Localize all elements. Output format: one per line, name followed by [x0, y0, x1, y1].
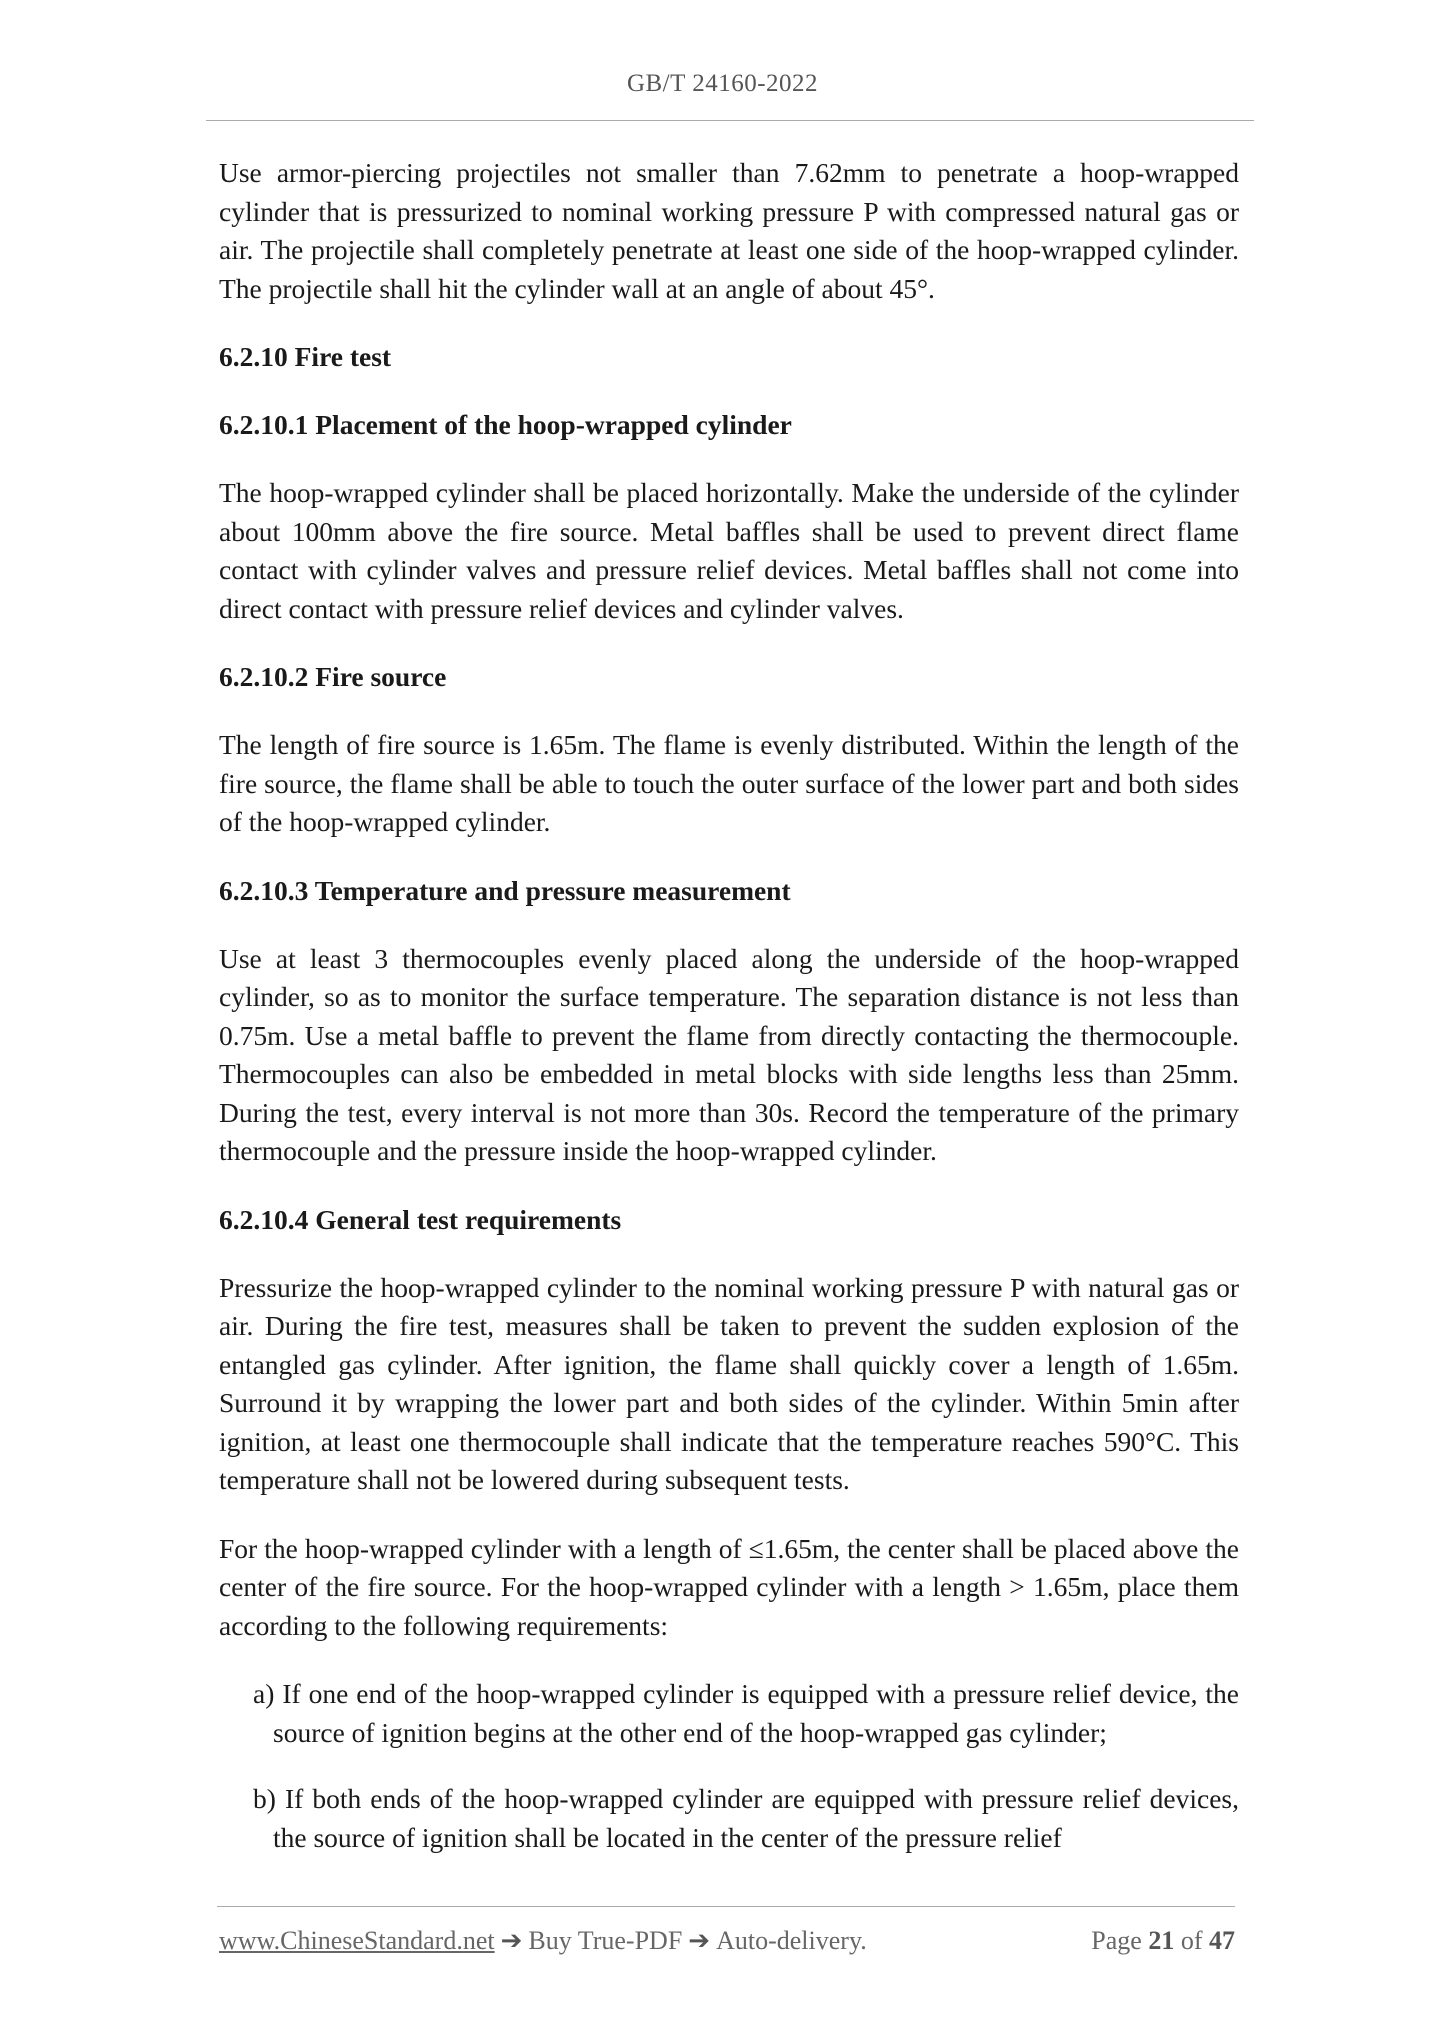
- page-footer: [219, 1926, 1235, 1966]
- list-item-b: b) If both ends of the hoop-wrapped cylinder are equipped with pressure relief devices, the source of ignition shall be located in the center of the pressure relief: [253, 1783, 1239, 1853]
- page-total: 47: [1209, 1926, 1235, 1955]
- arrow-right-icon: ➔: [688, 1926, 711, 1955]
- section-heading-placement: 6.2.10.1 Placement of the hoop-wrapped cylinder: [219, 409, 792, 440]
- section-heading-temperature: 6.2.10.3 Temperature and pressure measurement: [219, 874, 791, 906]
- section-heading-fire-test: 6.2.10 Fire test: [219, 341, 392, 372]
- buy-true-pdf-text: Buy True-PDF: [528, 1926, 683, 1955]
- footer-promo: [219, 1926, 867, 1956]
- intro-paragraph: Use armor-piercing projectiles not smaller than 7.62mm to penetrate a hoop-wrapped cylinder that is pressurized to nominal working pressure P with compressed natural gas or air. The projectile shall completely penetrate at least one side of the hoop-wrapped cylinder. The projectile shall hit the cylinder wall at an angle of about 45°.: [219, 157, 1239, 304]
- header-doc-code: GB/T 24160-2022: [626, 70, 819, 97]
- footer-divider: [217, 1906, 1235, 1907]
- page-current: 21: [1148, 1926, 1175, 1955]
- section-heading-general-requirements: 6.2.10.4 General test requirements: [219, 1203, 622, 1235]
- auto-delivery-text: Auto-delivery.: [716, 1926, 867, 1955]
- fire-source-paragraph: The length of fire source is 1.65m. The flame is evenly distributed. Within the length of the fire source, the flame shall be able to touch the outer surface of the lower part and both sides of the hoop-wrapped cylinder.: [219, 729, 1239, 837]
- page-number: [1091, 1926, 1235, 1956]
- arrow-right-icon: ➔: [500, 1926, 523, 1955]
- general-requirements-paragraph: Pressurize the hoop-wrapped cylinder to the nominal working pressure P with natural gas or air. During the fire test, measures shall be taken to prevent the sudden explosion of the entangled gas cylinder. After ignition, the flame shall quickly cover a length of 1.65m. Surround it by wrapping the lower part and both sides of the cylinder. Within 5min after ignition, at least one thermocouple shall indicate that the temperature reaches 590°C. This temperature shall not be lowered during subsequent tests.: [219, 1271, 1239, 1495]
- placement-paragraph: The hoop-wrapped cylinder shall be placed horizontally. Make the underside of the cylinder about 100mm above the fire source. Metal baffles shall be used to prevent direct flame contact with cylinder valves and pressure relief devices. Metal baffles shall not come into direct contact with pressure relief devices and cylinder valves.: [219, 477, 1239, 624]
- of-label: of: [1180, 1926, 1203, 1955]
- page-label: Page: [1091, 1926, 1142, 1955]
- placement-requirements-paragraph: For the hoop-wrapped cylinder with a length of ≤1.65m, the center shall be placed above the center of the fire source. For the hoop-wrapped cylinder with a length > 1.65m, place them according to the following requirements:: [219, 1532, 1239, 1641]
- temperature-paragraph: Use at least 3 thermocouples evenly placed along the underside of the hoop-wrapped cylinder, so as to monitor the surface temperature. The separation distance is not less than 0.75m. Use a metal baffle to prevent the flame from directly contacting the thermocouple. Thermocouples can also be embedded in metal blocks with side lengths less than 25mm. During the test, every interval is not more than 30s. Record the temperature of the primary thermocouple and the pressure inside the hoop-wrapped cylinder.: [219, 942, 1239, 1166]
- header-divider: [206, 120, 1254, 121]
- site-link[interactable]: www.ChineseStandard.net: [219, 1926, 495, 1955]
- section-heading-fire-source: 6.2.10.2 Fire source: [219, 661, 447, 692]
- list-item-a: a) If one end of the hoop-wrapped cylinder is equipped with a pressure relief device, the source of ignition begins at the other end of the hoop-wrapped gas cylinder;: [253, 1678, 1239, 1748]
- document-body: [219, 154, 1239, 1885]
